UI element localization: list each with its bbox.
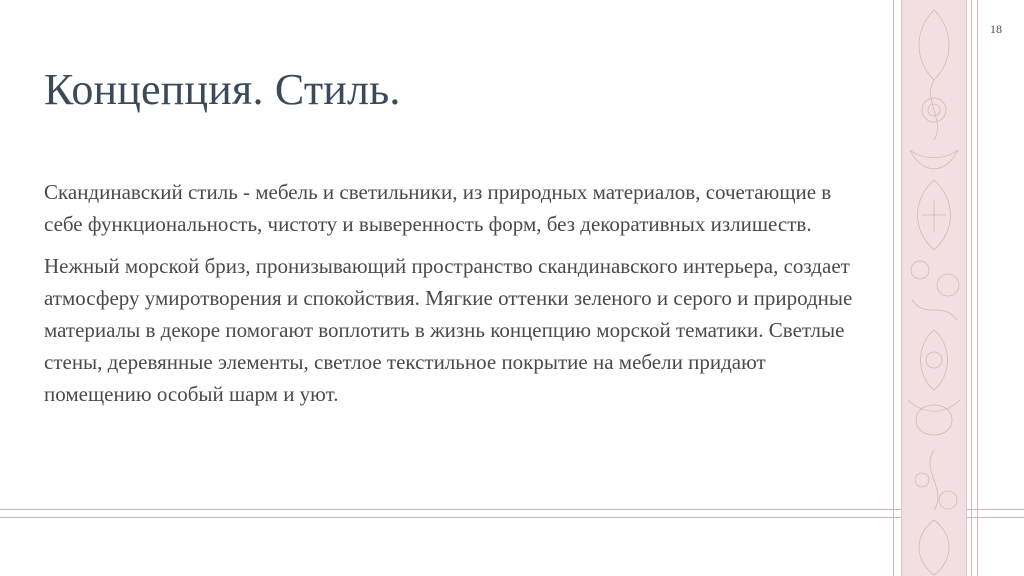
page-number: 18 [990, 22, 1002, 36]
decorative-strip [901, 0, 967, 576]
horizontal-rule-bottom [0, 517, 1024, 518]
paragraph-style-description: Скандинавский стиль - мебель и светильники, из природных материалов, сочетающие в себе функциональность, чистоту и выверенность форм, без декоративных излишеств. [44, 180, 832, 236]
vertical-rule-right-inner [971, 0, 972, 576]
paragraph-sea-theme: Нежный морской бриз, пронизывающий пространство скандинавского интерьера, создает атмосферу умиротворения и спокойствия. Мягкие оттенки зеленого и серого и природные материалы в декоре помогают воплотить в жизнь концепцию морской тематики. Светлые стены, деревянные элементы, светлое текстильное покрытие на мебели придают помещению особый шарм и уют. [44, 254, 853, 406]
slide-body [44, 176, 874, 420]
floral-pattern-icon [902, 0, 966, 576]
vertical-rule-right-outer [977, 0, 978, 576]
slide-title: Концепция. Стиль. [44, 65, 401, 114]
vertical-rule-left [893, 0, 894, 576]
horizontal-rule-top [0, 509, 1024, 510]
